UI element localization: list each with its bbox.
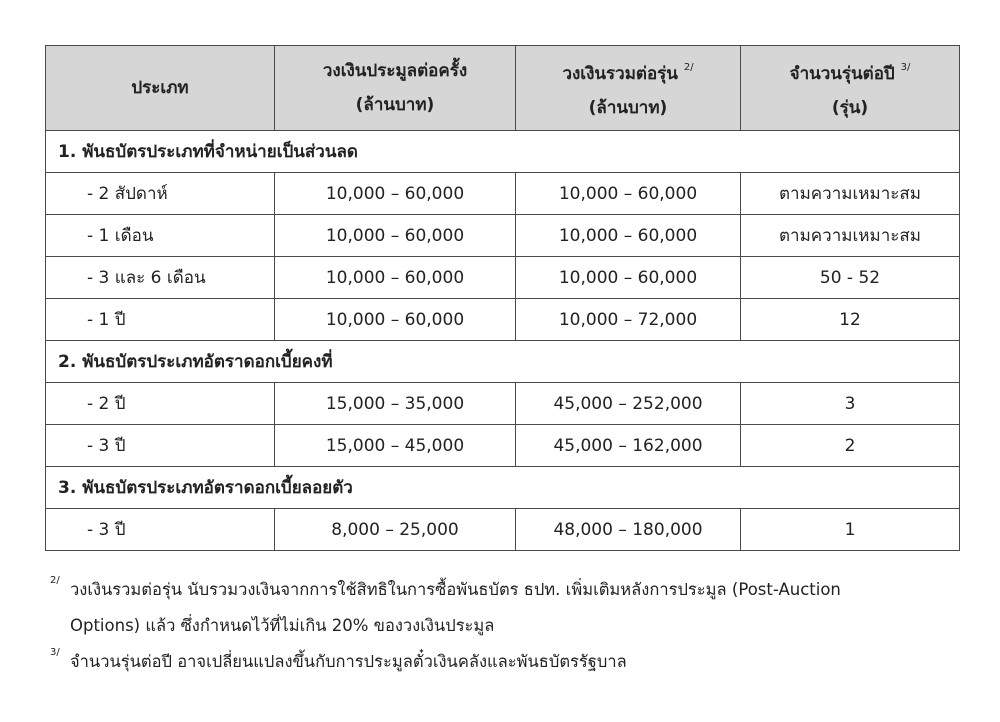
cell-total: 10,000 – 72,000: [516, 299, 741, 341]
header-row: [46, 46, 960, 131]
footnote-mark: 3/: [50, 647, 60, 658]
table-row: [46, 173, 960, 215]
cell-count: ตามความเหมาะสม: [741, 215, 960, 257]
header-total-unit: (ล้านบาท): [588, 98, 668, 118]
table-row: [46, 509, 960, 551]
footnote-text-line: วงเงินรวมต่อรุ่น นับรวมวงเงินจากการใช้สิทธิในการซื้อพันธบัตร ธปท. เพิ่มเติมหลังการประมูล (Post-Auction: [70, 580, 841, 599]
section-row: [46, 341, 960, 383]
footnote-3: [48, 644, 948, 680]
cell-auction: 15,000 – 45,000: [275, 425, 516, 467]
bond-auction-table: [45, 45, 960, 551]
section-title: 3. พันธบัตรประเภทอัตราดอกเบี้ยลอยตัว: [46, 467, 960, 509]
cell-type: - 2 สัปดาห์: [46, 173, 275, 215]
cell-total: 10,000 – 60,000: [516, 257, 741, 299]
cell-total: 10,000 – 60,000: [516, 215, 741, 257]
header-count-label-line: [741, 51, 959, 91]
header-count-footnote-ref: 3/: [900, 62, 911, 73]
footnotes: [48, 572, 948, 680]
header-total-label: วงเงินรวมต่อรุ่น: [562, 64, 678, 84]
cell-count: 12: [741, 299, 960, 341]
header-type-label: ประเภท: [131, 78, 189, 98]
cell-count: 2: [741, 425, 960, 467]
footnote-text-line: Options) แล้ว ซึ่งกำหนดไว้ที่ไม่เกิน 20% ของวงเงินประมูล: [70, 616, 495, 635]
header-total-footnote-ref: 2/: [683, 62, 694, 73]
table-row: [46, 383, 960, 425]
section-row: [46, 131, 960, 173]
cell-auction: 10,000 – 60,000: [275, 257, 516, 299]
header-auction-label: วงเงินประมูลต่อครั้ง: [322, 61, 468, 81]
section-title: 1. พันธบัตรประเภทที่จำหน่ายเป็นส่วนลด: [46, 131, 960, 173]
header-count-label: จำนวนรุ่นต่อปี: [789, 64, 895, 84]
cell-auction: 15,000 – 35,000: [275, 383, 516, 425]
cell-auction: 8,000 – 25,000: [275, 509, 516, 551]
section-title: 2. พันธบัตรประเภทอัตราดอกเบี้ยคงที่: [46, 341, 960, 383]
cell-type: - 3 ปี: [46, 425, 275, 467]
header-auction-amount: [275, 46, 516, 131]
cell-total: 10,000 – 60,000: [516, 173, 741, 215]
cell-auction: 10,000 – 60,000: [275, 299, 516, 341]
table-row: [46, 299, 960, 341]
cell-auction: 10,000 – 60,000: [275, 173, 516, 215]
table-row: [46, 425, 960, 467]
cell-type: - 3 ปี: [46, 509, 275, 551]
cell-count: 1: [741, 509, 960, 551]
header-series-count: [741, 46, 960, 131]
cell-count: 3: [741, 383, 960, 425]
cell-total: 48,000 – 180,000: [516, 509, 741, 551]
cell-type: - 1 ปี: [46, 299, 275, 341]
header-count-unit: (รุ่น): [831, 98, 869, 118]
cell-count: 50 - 52: [741, 257, 960, 299]
cell-total: 45,000 – 162,000: [516, 425, 741, 467]
header-total-amount: [516, 46, 741, 131]
header-type: [46, 46, 275, 131]
table-row: [46, 215, 960, 257]
cell-type: - 2 ปี: [46, 383, 275, 425]
cell-type: - 1 เดือน: [46, 215, 275, 257]
footnote-2: [48, 572, 948, 644]
header-total-label-line: [516, 51, 740, 91]
footnote-text-line: จำนวนรุ่นต่อปี อาจเปลี่ยนแปลงขึ้นกับการประมูลตั๋วเงินคลังและพันธบัตรรัฐบาล: [70, 652, 627, 671]
footnote-mark: 2/: [50, 575, 60, 586]
cell-type: - 3 และ 6 เดือน: [46, 257, 275, 299]
cell-total: 45,000 – 252,000: [516, 383, 741, 425]
cell-count: ตามความเหมาะสม: [741, 173, 960, 215]
section-row: [46, 467, 960, 509]
table-row: [46, 257, 960, 299]
header-auction-unit: (ล้านบาท): [355, 95, 435, 115]
cell-auction: 10,000 – 60,000: [275, 215, 516, 257]
